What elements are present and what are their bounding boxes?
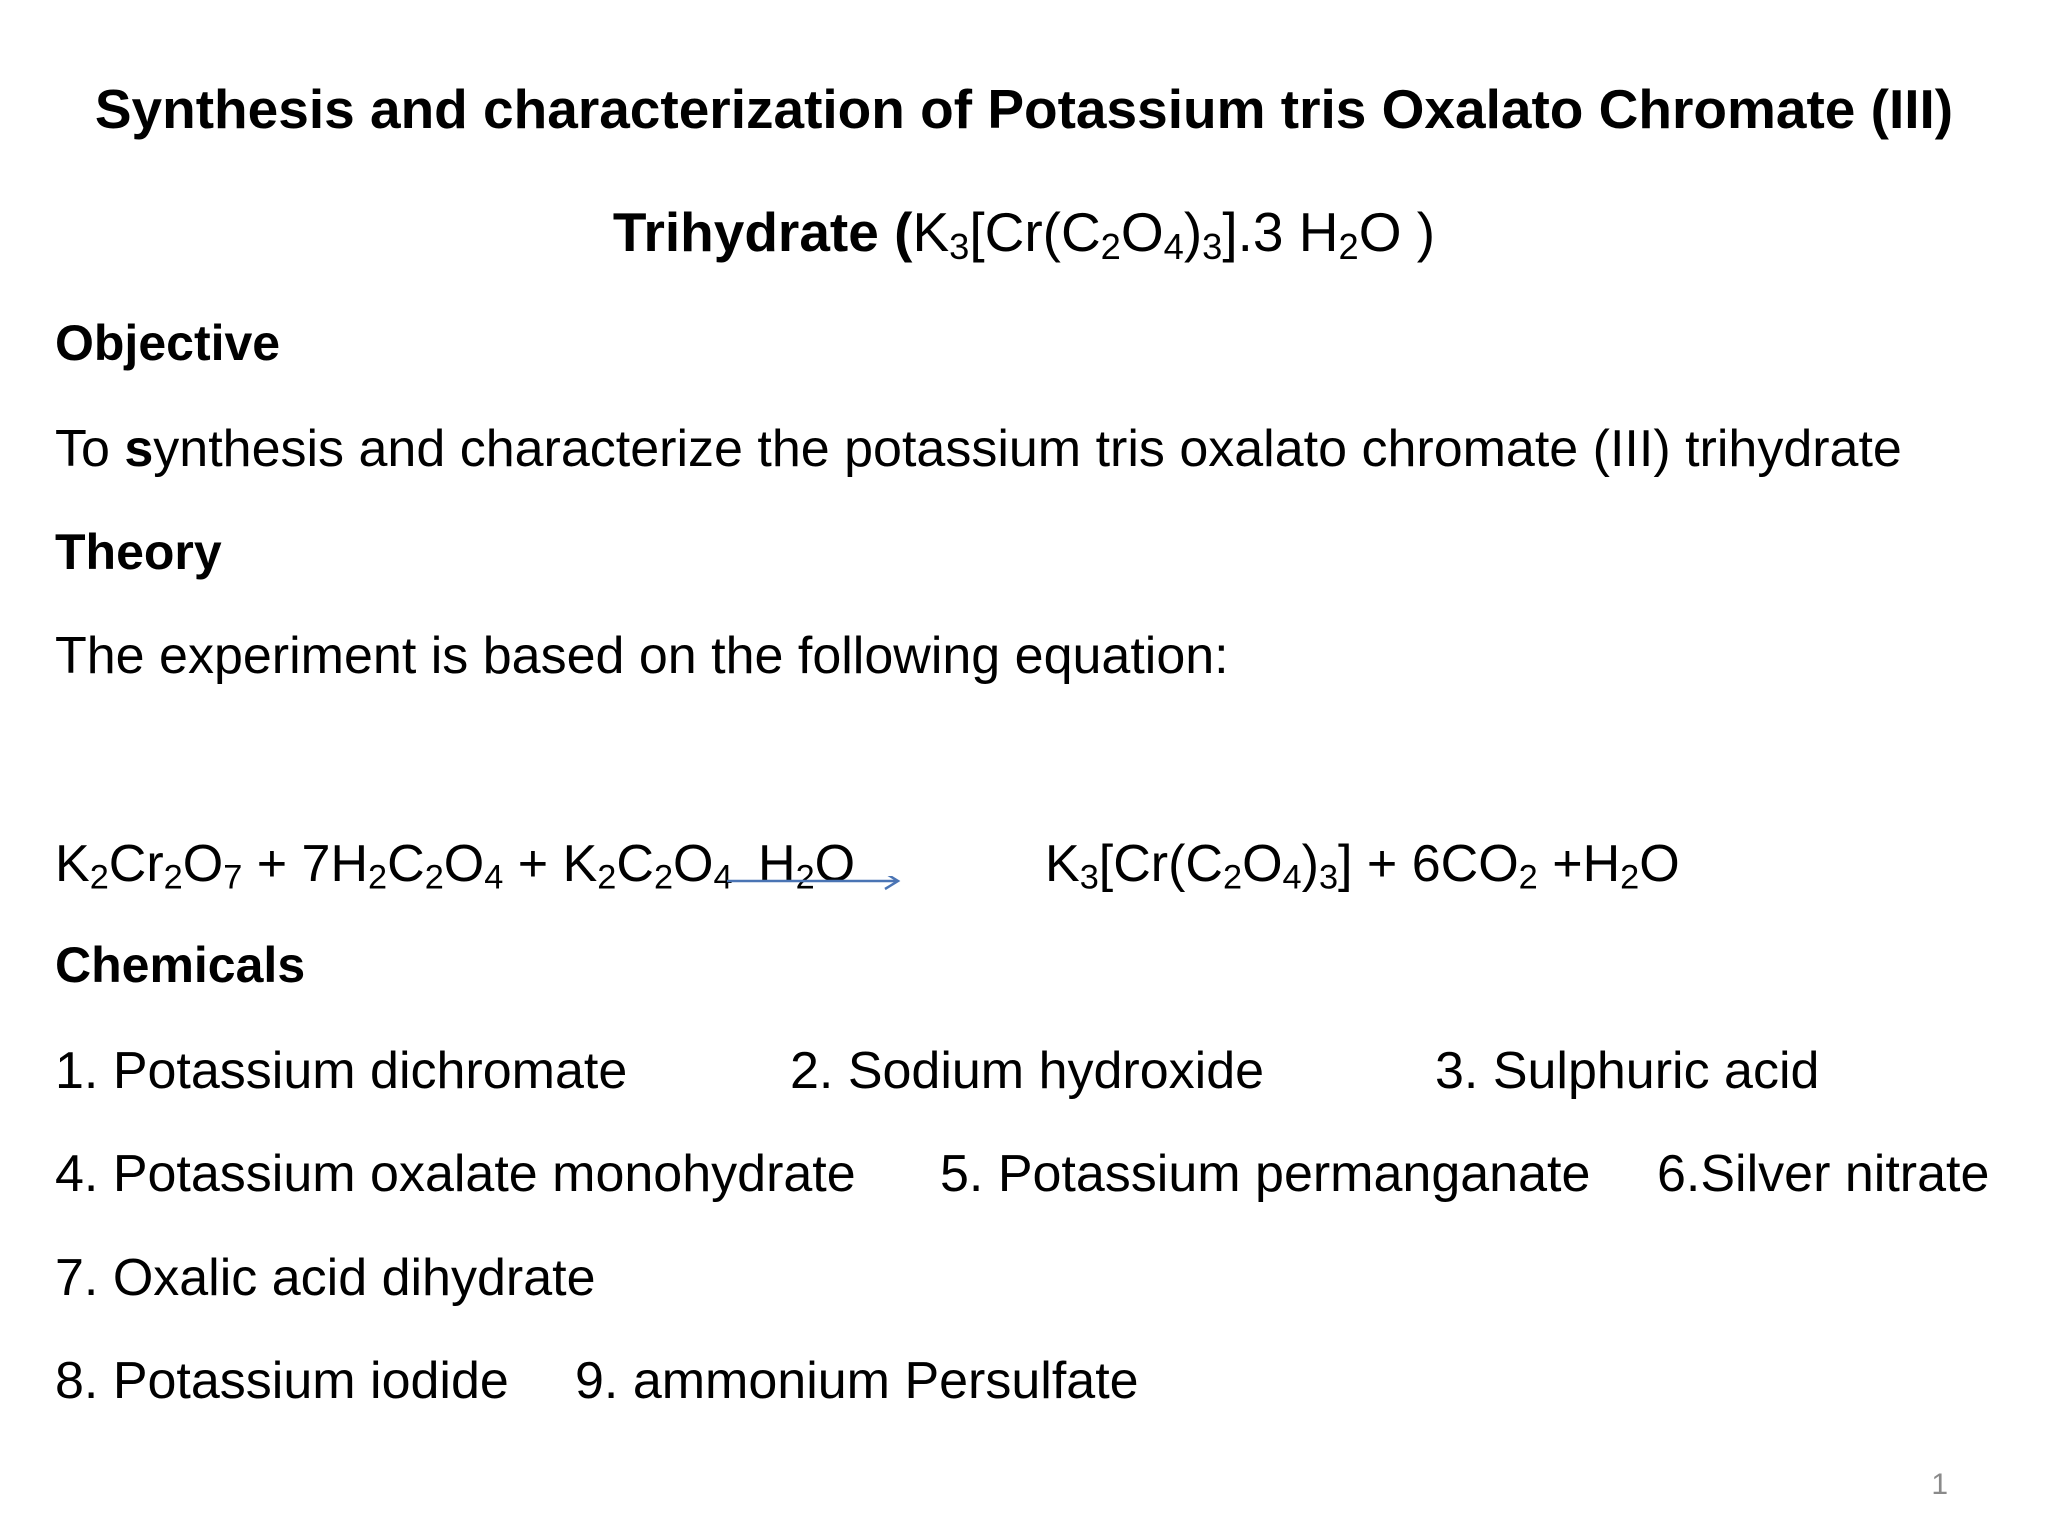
title-line-2 <box>0 201 2048 267</box>
objective-heading: Objective <box>55 315 281 371</box>
objective-text: To synthesis and characterize the potassium tris oxalato chromate (III) trihydrate <box>55 420 1902 478</box>
chemical-item: 2. Sodium hydroxide <box>790 1042 1265 1100</box>
equation-reactants: $K_2Cr_2O_7 + 7H_2C_2O_4 + K_2C_2O_4$ <box>55 835 733 897</box>
theory-heading: Theory <box>55 524 222 580</box>
reaction-arrow-icon <box>725 876 905 906</box>
chemical-item: 3. Sulphuric acid <box>1435 1042 1820 1100</box>
page-number: 1 <box>1931 1468 1948 1501</box>
reaction-condition: $H_2O$ <box>758 835 856 897</box>
chemical-item: 6.Silver nitrate <box>1657 1145 1990 1203</box>
chemical-item: 7. Oxalic acid dihydrate <box>55 1249 596 1307</box>
theory-text: The experiment is based on the following equation: <box>55 627 1229 685</box>
chemical-item: 4. Potassium oxalate monohydrate <box>55 1145 856 1203</box>
chemical-item: 1. Potassium dichromate <box>55 1042 628 1100</box>
chemical-item: 5. Potassium permanganate <box>940 1145 1591 1203</box>
chemicals-heading: Chemicals <box>55 937 306 993</box>
equation-products: $K_3[Cr(C_2O_4)_3] + 6CO_2 +H_2O$ <box>1045 835 1680 897</box>
chemical-item: 9. ammonium Persulfate <box>575 1352 1139 1410</box>
title-line-1: Synthesis and characterization of Potassium tris Oxalato Chromate (III) <box>94 78 1954 140</box>
chemical-item: 8. Potassium iodide <box>55 1352 509 1410</box>
title-trihydrate: Trihydrate ( <box>612 201 913 263</box>
title-formula: $K_3[Cr(C_2O_4)_3].3$ $H_2O$ ) <box>912 201 1436 267</box>
